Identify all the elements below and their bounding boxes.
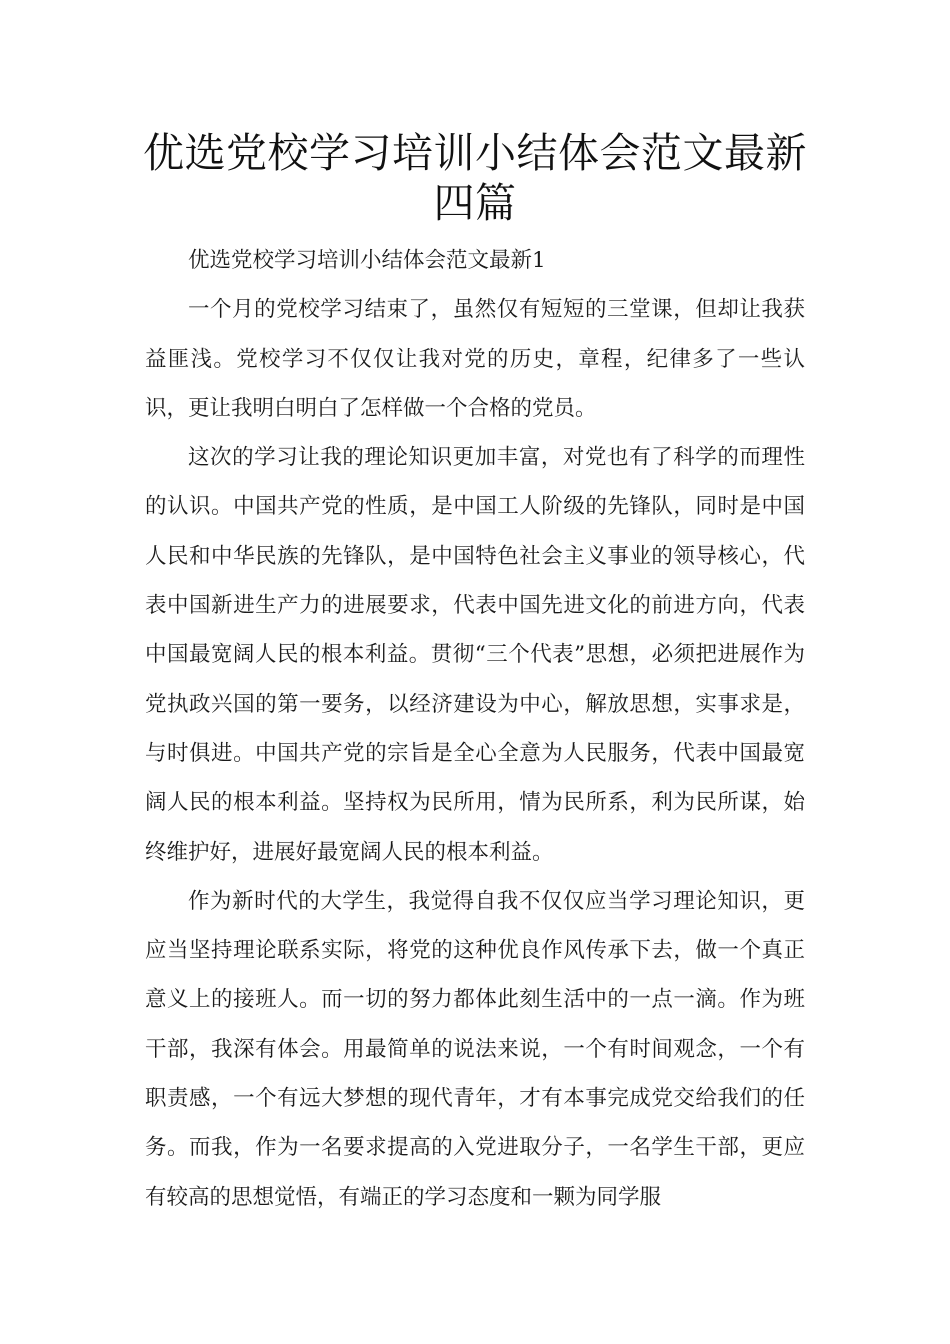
document-body xyxy=(145,236,805,1222)
section-heading: 优选党校学习培训小结体会范文最新1 xyxy=(188,248,546,273)
body-paragraph-2: 这次的学习让我的理论知识更加丰富，对党也有了科学的而理性的认识。中国共产党的性质，是中国工人阶级的先锋队，同时是中国人民和中华民族的先锋队，是中国特色社会主义事业的领导核心，代表中国新进生产力的进展要求，代表中国先进文化的前进方向，代表中国最宽阔人民的根本利益。贯彻“三个代表”思想，必须把进展作为党执政兴国的第一要务，以经济建设为中心，解放思想，实事求是，与时俱进。中国共产党的宗旨是全心全意为人民服务，代表中国最宽阔人民的根本利益。坚持权为民所用，情为民所系，利为民所谋，始终维护好，进展好最宽阔人民的根本利益。 xyxy=(145,445,805,865)
body-paragraph-1: 一个月的党校学习结束了，虽然仅有短短的三堂课，但却让我获益匪浅。党校学习不仅仅让我对党的历史，章程，纪律多了一些认识，更让我明白明白了怎样做一个合格的党员。 xyxy=(145,297,805,421)
body-paragraph-3: 作为新时代的大学生，我觉得自我不仅仅应当学习理论知识，更应当坚持理论联系实际，将党的这种优良作风传承下去，做一个真正意义上的接班人。而一切的努力都体此刻生活中的一点一滴。作为班干部，我深有体会。用最简单的说法来说，一个有时间观念，一个有职责感，一个有远大梦想的现代青年，才有本事完成党交给我们的任务。而我，作为一名要求提高的入党进取分子，一名学生干部，更应有较高的思想觉悟，有端正的学习态度和一颗为同学服 xyxy=(145,888,805,1210)
document-title: 优选党校学习培训小结体会范文最新四篇 xyxy=(143,129,807,227)
